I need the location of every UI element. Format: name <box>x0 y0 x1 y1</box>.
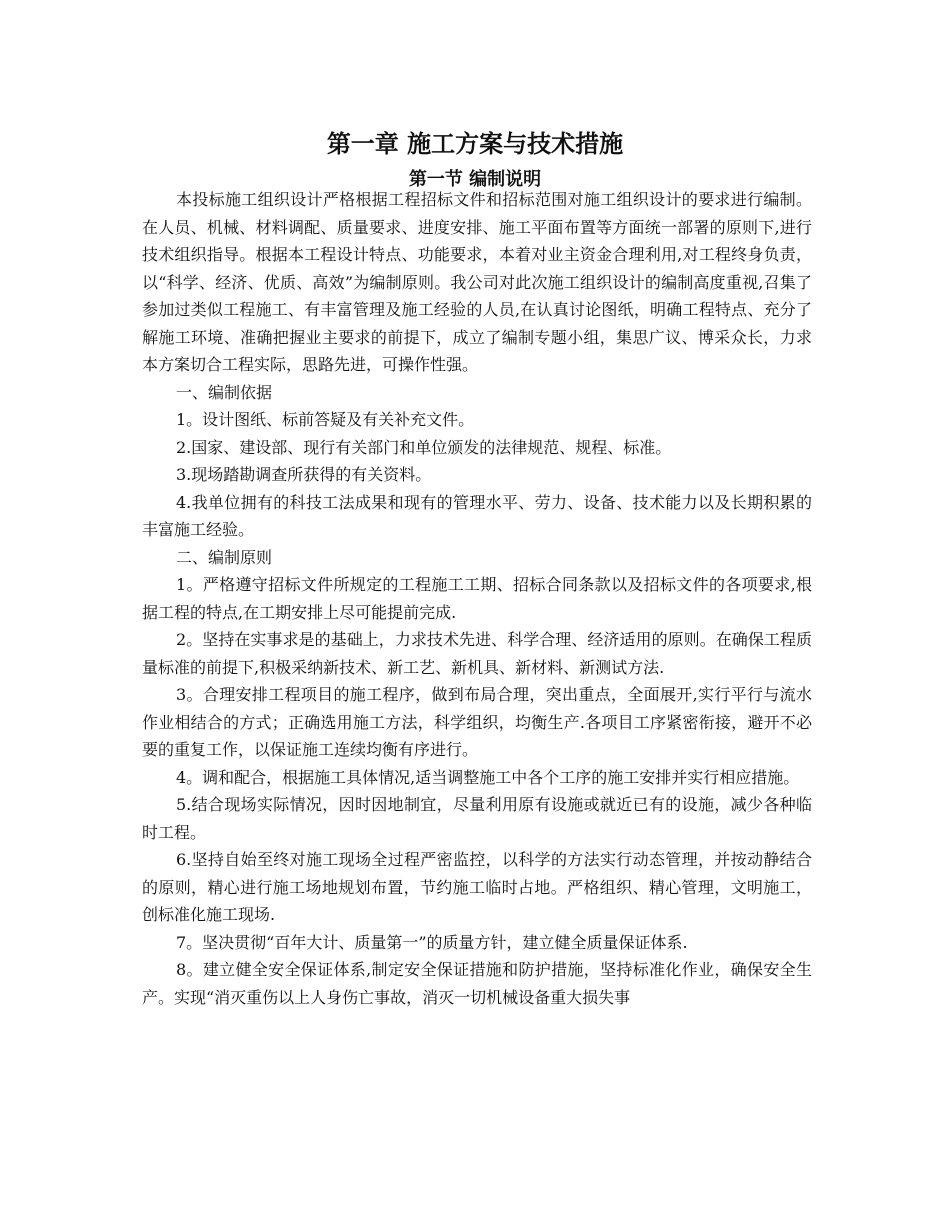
chapter-title: 第一章 施工方案与技术措施 <box>326 129 624 158</box>
principle-item-3: 3。合理安排工程项目的施工程序，做到布局合理，突出重点，全面展开,实行平行与流水作业相结合的方式；正确选用施工方法，科学组织，均衡生产.各项目工序紧密衔接，避开不必要的重复工作，以保证施工连续均衡有序进行。 <box>142 685 812 759</box>
body-text <box>142 186 812 1011</box>
principle-item-8: 8。建立健全安全保证体系,制定安全保证措施和防护措施，坚持标准化作业，确保安全生产。实现“消灭重伤以上人身伤亡事故，消灭一切机械设备重大损失事 <box>142 960 812 1007</box>
principle-item-1: 1。严格遵守招标文件所规定的工程施工工期、招标合同条款以及招标文件的各项要求,根据工程的特点,在工期安排上尽可能提前完成. <box>142 575 812 622</box>
basis-item-3: 3.现场踏勘调查所获得的有关资料。 <box>176 465 432 484</box>
basis-item-2: 2.国家、建设部、现行有关部门和单位颁发的法律规范、规程、标准。 <box>176 437 672 457</box>
principle-item-4: 4。调和配合，根据施工具体情况,适当调整施工中各个工序的施工安排并实行相应措施。 <box>176 767 800 787</box>
principle-item-2: 2。坚持在实事求是的基础上，力求技术先进、科学合理、经济适用的原则。在确保工程质量标准的前提下,积极采纳新技术、新工艺、新机具、新材料、新测试方法. <box>142 630 812 677</box>
principle-item-7: 7。坚决贯彻“百年大计、质量第一”的质量方针，建立健全质量保证体系. <box>176 932 688 952</box>
basis-item-1: 1。设计图纸、标前答疑及有关补充文件。 <box>176 410 475 429</box>
principle-item-6: 6.坚持自始至终对施工现场全过程严密监控，以科学的方法实行动态管理，并按动静结合的原则，精心进行施工场地规划布置，节约施工临时占地。严格组织、精心管理，文明施工，创标准化施工现场. <box>142 850 812 924</box>
principle-item-5: 5.结合现场实际情况，因时因地制宜，尽量利用原有设施或就近已有的设施，减少各种临时工程。 <box>142 795 812 842</box>
basis-item-4: 4.我单位拥有的科技工法成果和现有的管理水平、劳力、设备、技术能力以及长期积累的丰富施工经验。 <box>142 492 812 539</box>
section-title: 第一节 编制说明 <box>408 169 542 190</box>
intro-paragraph: 本投标施工组织设计严格根据工程招标文件和招标范围对施工组织设计的要求进行编制。在人员、机械、材料调配、质量要求、进度安排、施工平面布置等方面统一部署的原则下,进行技术组织指导。根据本工程设计特点、功能要求，本着对业主资金合理利用,对工程终身负责，以“科学、经济、优质、高效”为编制原则。我公司对此次施工组织设计的编制高度重视,召集了参加过类似工程施工、有丰富管理及施工经验的人员,在认真讨论图纸，明确工程特点、充分了解施工环境、准确把握业主要求的前提下，成立了编制专题小组，集思广议、博采众长，力求本方案切合工程实际，思路先进，可操作性强。 <box>142 190 812 374</box>
subheading-principles: 二、编制原则 <box>176 547 273 567</box>
subheading-basis: 一、编制依据 <box>176 382 273 402</box>
